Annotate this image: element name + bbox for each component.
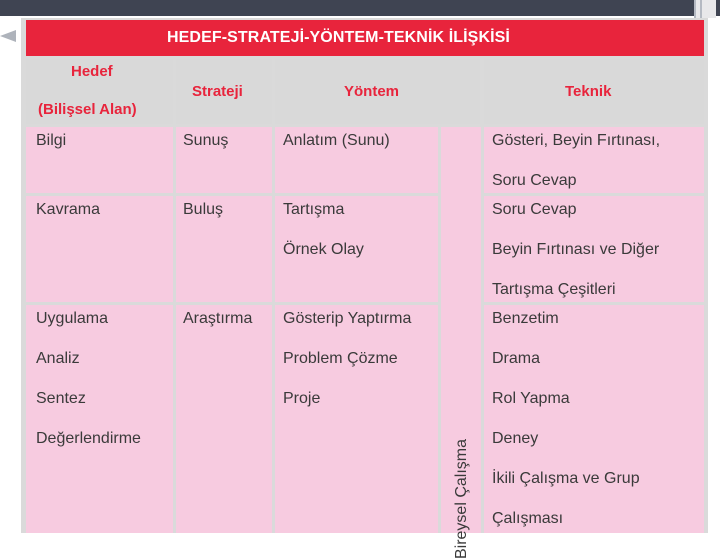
header-teknik: [484, 59, 704, 124]
table-row-3-teknik: [484, 305, 704, 533]
header-yontem-label: Yöntem: [344, 83, 400, 100]
table-row-2-teknik: [484, 196, 704, 302]
cell-text: Kavrama: [36, 201, 101, 218]
header-hedef-line2: (Bilişsel Alan): [38, 101, 137, 118]
header-yontem: [275, 59, 480, 124]
cell-text: Araştırma: [183, 310, 253, 327]
cell-text: Tartışma Çeşitleri: [492, 281, 616, 298]
header-teknik-label: Teknik: [565, 83, 612, 100]
bireysel-calisma-column: [441, 127, 481, 559]
cell-text: Benzetim: [492, 310, 559, 327]
slide-top-bar: [0, 0, 720, 16]
cell-text: Buluş: [183, 201, 224, 218]
header-hedef: [26, 59, 173, 124]
cell-text: Problem Çözme: [283, 350, 398, 367]
table-row-1-teknik: [484, 127, 704, 193]
table-row-2-yontem: [275, 196, 438, 302]
table-title: HEDEF-STRATEJİ-YÖNTEM-TEKNİK İLİŞKİSİ: [26, 20, 704, 56]
header-strateji-label: Strateji: [192, 83, 243, 100]
cell-text: Soru Cevap: [492, 172, 577, 189]
cell-text: İkili Çalışma ve Grup: [492, 470, 640, 487]
table-row-2-strateji: [176, 196, 272, 302]
cell-text: Tartışma: [283, 201, 345, 218]
slide-left-wedge: [0, 30, 16, 42]
cell-text: Gösterip Yaptırma: [283, 310, 412, 327]
table-row-3-hedef: [26, 305, 173, 533]
cell-text: Rol Yapma: [492, 390, 570, 407]
cell-text: Örnek Olay: [283, 241, 364, 258]
cell-text: Soru Cevap: [492, 201, 577, 218]
cell-text: Anlatım (Sunu): [283, 132, 390, 149]
header-strateji: [176, 59, 272, 124]
slide-corner-decoration: [694, 0, 716, 18]
table-row-1-hedef: [26, 127, 173, 193]
cell-text: Sentez: [36, 390, 86, 407]
table-row-2-hedef: [26, 196, 173, 302]
cell-text: Drama: [492, 350, 541, 367]
cell-text: Sunuş: [183, 132, 229, 149]
cell-text: Uygulama: [36, 310, 109, 327]
table-row-1-strateji: [176, 127, 272, 193]
cell-text: Çalışması: [492, 510, 564, 527]
cell-text: Analiz: [36, 350, 80, 367]
table-row-3-yontem: [275, 305, 438, 533]
bireysel-calisma-label: Bireysel Çalışma: [453, 438, 470, 559]
cell-text: Bilgi: [36, 132, 67, 149]
table-row-1-yontem: [275, 127, 438, 193]
cell-text: Gösteri, Beyin Fırtınası,: [492, 132, 661, 149]
header-hedef-line1: Hedef: [71, 63, 113, 80]
cell-text: Deney: [492, 430, 539, 447]
cell-text: Beyin Fırtınası ve Diğer: [492, 241, 660, 258]
table-row-3-strateji: [176, 305, 272, 533]
cell-text: Proje: [283, 390, 321, 407]
cell-text: Değerlendirme: [36, 430, 141, 447]
